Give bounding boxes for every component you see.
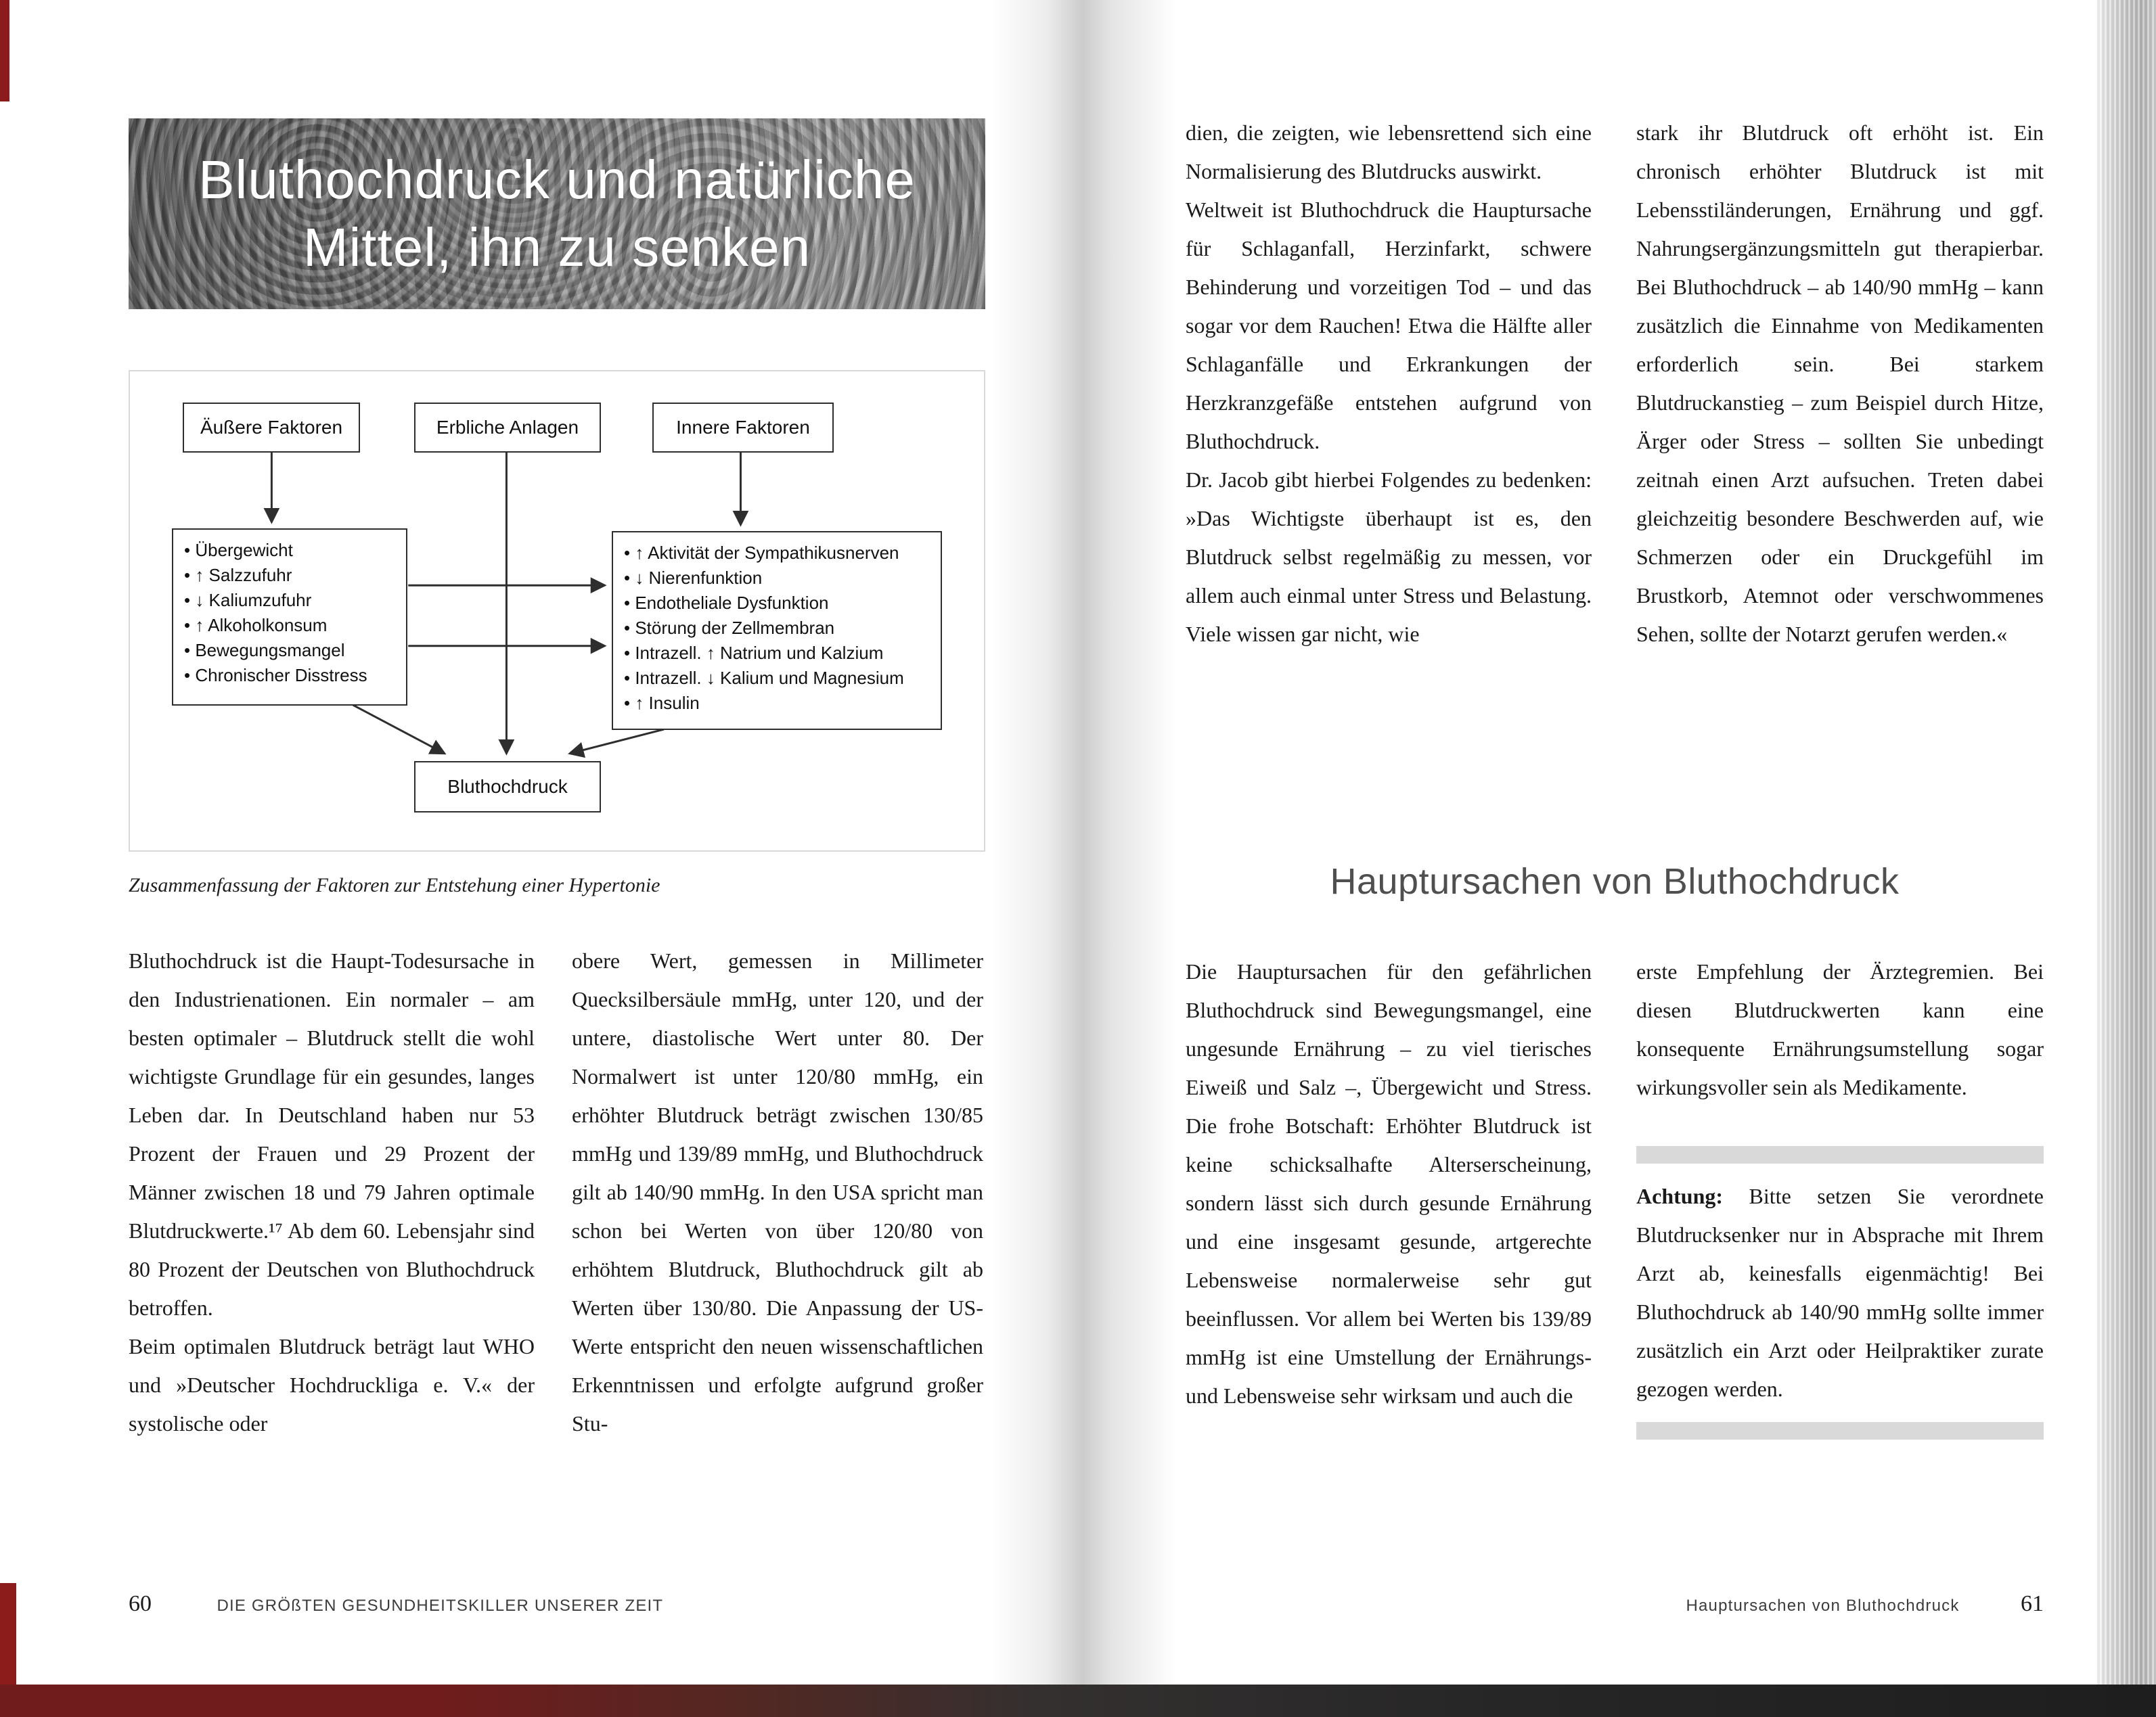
body-paragraph: erste Empfehlung der Ärztegremien. Bei diesen Blutdruckwerten kann eine konsequente Ernährungsumstellung sogar wirkungsvoller sein als Medikamente. <box>1636 959 2044 1099</box>
hypertension-factors-diagram <box>129 370 985 852</box>
factor-item: • ↑ Aktivität der Sympathikusnerven <box>624 541 930 566</box>
section-column-2 <box>1636 953 2044 1440</box>
factor-item: • ↑ Alkoholkonsum <box>184 613 395 638</box>
chapter-title <box>198 146 916 281</box>
factor-item: • Intrazell. ↓ Kalium und Magnesium <box>624 666 930 691</box>
page-number: 61 <box>2021 1591 2044 1616</box>
book-cover-edge-top <box>0 0 9 101</box>
book-cover-edge-bottom <box>0 1583 16 1685</box>
right-page-footer <box>1186 1591 2044 1617</box>
diagram-box-bluthochdruck: Bluthochdruck <box>414 761 601 812</box>
body-paragraph: Dr. Jacob gibt hierbei Folgendes zu bedenken: »Das Wichtigste überhaupt ist es, den Blutdruck selbst regelmäßig zu messen, vor allem auch einmal unter Stress und Belastung. Viele wissen gar nicht, wie <box>1186 467 1592 646</box>
diagram-box-innere-faktoren: Innere Faktoren <box>652 403 834 453</box>
body-paragraph: Die Hauptursachen für den gefährlichen Bluthochdruck sind Bewegungsmangel, eine ungesunde Ernährung – zu viel tierisches Eiweiß und Salz –, Übergewicht und Stress. Die frohe Botschaft: Erhöhter Blutdruck ist keine schicksalhafte Alterserscheinung, sondern lässt sich durch gesunde Ernährung und eine insgesamt gesunde, artgerechte Lebensweise normalerweise sehr gut beeinflussen. Vor allem bei Werten bis 139/89 mmHg ist eine Umstellung der Ernährungs- und Lebensweise sehr wirksam und auch die <box>1186 959 1592 1408</box>
factor-item: • ↑ Insulin <box>624 691 930 716</box>
book-gutter-shadow <box>989 0 1176 1717</box>
diagram-box-aeussere-faktoren: Äußere Faktoren <box>183 403 360 453</box>
factor-item: • Chronischer Disstress <box>184 663 395 688</box>
running-header: Hauptursachen von Bluthochdruck <box>1686 1597 1960 1615</box>
body-paragraph: stark ihr Blutdruck oft erhöht ist. Ein chronisch erhöhter Blutdruck ist mit Lebensstiländerungen, Ernährung und ggf. Nahrungsergänzungsmitteln gut therapierbar. Bei Bluthochdruck – ab 140/90 mmHg – kann zusätzlich die Einnahme von Medikamenten erforderlich sein. Bei starkem Blutdruckanstieg – zum Beispiel durch Hitze, Ärger oder Stress – sollten Sie unbedingt zeitnah einen Arzt aufsuchen. Treten dabei gleichzeitig besondere Beschwerden auf, wie Schmerzen oder ein Druckgefühl im Brustkorb, Atemnot oder verschwommenes Sehen, sollte der Notarzt gerufen werden.« <box>1636 120 2044 646</box>
book-page-edges <box>2095 0 2156 1717</box>
factor-item: • Intrazell. ↑ Natrium und Kalzium <box>624 641 930 666</box>
factor-item: • Übergewicht <box>184 538 395 563</box>
section-heading: Hauptursachen von Bluthochdruck <box>1330 861 1900 902</box>
inner-factor-list <box>624 541 930 716</box>
section-column-1 <box>1186 953 1592 1415</box>
right-page-column-2 <box>1636 114 2044 654</box>
factor-item: • Endotheliale Dysfunktion <box>624 591 930 616</box>
factor-item: • Störung der Zellmembran <box>624 616 930 641</box>
book-bottom-edge <box>0 1685 2156 1717</box>
left-page-column-1 <box>129 942 535 1443</box>
body-paragraph: obere Wert, gemessen in Millimeter Quecksilbersäule mmHg, unter 120, und der untere, diastolische Wert unter 80. Der Normalwert ist unter 120/80 mmHg, ein erhöhter Blutdruck beträgt zwischen 130/85 mmHg und 139/89 mmHg, und Bluthochdruck gilt ab 140/90 mmHg. In den USA spricht man schon bei Werten von über 120/80 von erhöhtem Blutdruck, Bluthochdruck gilt ab Werten über 130/80. Die Anpassung der US-Werte entspricht den neuen wissenschaftlichen Erkenntnissen und erfolgte aufgrund großer Stu- <box>572 948 983 1436</box>
body-paragraph: dien, die zeigten, wie lebensrettend sich eine Normalisierung des Blutdrucks auswirkt. <box>1186 120 1592 183</box>
right-page-column-1 <box>1186 114 1592 654</box>
diagram-box-inner-factor-list <box>612 531 942 730</box>
factor-item: • ↓ Nierenfunktion <box>624 566 930 591</box>
warning-box-top-rule <box>1636 1146 2044 1164</box>
chapter-banner-image <box>129 118 985 309</box>
warning-text: Bitte setzen Sie verordnete Blutdrucksenker nur in Absprache mit Ihrem Arzt ab, keinesfalls eigenmächtig! Bei Bluthochdruck ab 140/90 mmHg sollte immer zusätzlich ein Arzt oder Heilpraktiker zurate gezogen werden. <box>1636 1184 2044 1401</box>
left-page-footer <box>129 1591 985 1617</box>
warning-paragraph <box>1636 1177 2044 1409</box>
factor-item: • ↑ Salzzufuhr <box>184 563 395 588</box>
factor-item: • ↓ Kaliumzufuhr <box>184 588 395 613</box>
left-page-column-2 <box>572 942 983 1443</box>
warning-label: Achtung: <box>1636 1184 1724 1208</box>
diagram-box-erbliche-anlagen: Erbliche Anlagen <box>414 403 601 453</box>
body-paragraph: Beim optimalen Blutdruck beträgt laut WHO und »Deutscher Hochdruckliga e. V.« der systolische oder <box>129 1334 535 1436</box>
running-header: DIE GRÖßTEN GESUNDHEITSKILLER UNSERER ZEIT <box>217 1597 664 1615</box>
figure-caption: Zusammenfassung der Faktoren zur Entstehung einer Hypertonie <box>129 874 660 896</box>
page-number: 60 <box>129 1591 152 1616</box>
outer-factor-list <box>184 538 395 688</box>
factor-item: • Bewegungsmangel <box>184 638 395 663</box>
body-paragraph: Bluthochdruck ist die Haupt-Todesursache in den Industrienationen. Ein normaler – am besten optimaler – Blutdruck stellt die wohl wichtigste Grundlage für ein gesundes, langes Leben dar. In Deutschland haben nur 53 Prozent der Frauen und 29 Prozent der Männer zwischen 18 und 79 Jahren optimale Blutdruckwerte.¹⁷ Ab dem 60. Lebensjahr sind 80 Prozent der Deutschen von Bluthochdruck betroffen. <box>129 948 535 1320</box>
diagram-box-outer-factor-list <box>172 528 407 706</box>
warning-box-bottom-rule <box>1636 1422 2044 1440</box>
body-paragraph: Weltweit ist Bluthochdruck die Hauptursache für Schlaganfall, Herzinfarkt, schwere Behinderung und vorzeitigen Tod – und das sogar vor dem Rauchen! Etwa die Hälfte aller Schlaganfälle und Erkrankungen der Herzkranzgefäße entstehen aufgrund von Bluthochdruck. <box>1186 198 1592 453</box>
chapter-title-line2: Mittel, ihn zu senken <box>302 217 811 277</box>
chapter-title-line1: Bluthochdruck und natürliche <box>198 150 916 210</box>
